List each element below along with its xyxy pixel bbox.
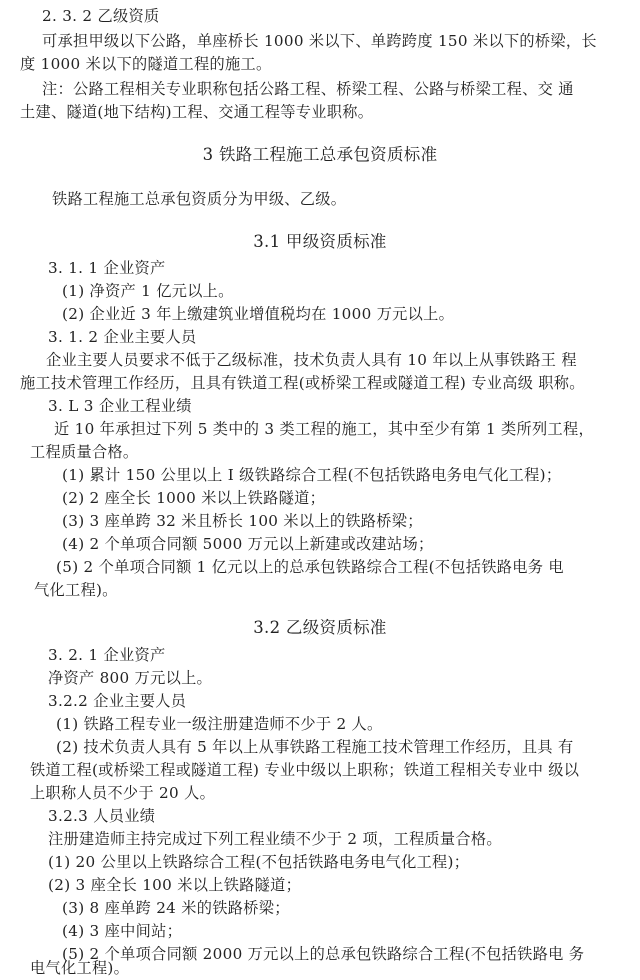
s323-item-5-line-1: (5) 2 个单项合同额 2000 万元以上的总承包铁路综合工程(不包括铁路电 务 xyxy=(62,945,585,963)
s313-item-5-line-2: 气化工程)。 xyxy=(34,581,118,599)
s313-item-2: (2) 2 座全长 1000 米以上铁路隧道； xyxy=(62,489,326,507)
s321-body: 净资产 800 万元以上。 xyxy=(48,669,213,687)
section-3-2-title: 3.2 乙级资质标准 xyxy=(253,618,387,637)
s312-body-line-1: 企业主要人员要求不低于乙级标准，技术负责人具有 10 年以上从事铁路王 程 xyxy=(46,351,577,369)
section-3-1-title: 3.1 甲级资质标准 xyxy=(253,232,387,251)
s311-item-1: (1) 净资产 1 亿元以上。 xyxy=(62,282,234,300)
s322-item-2-line-1: (2) 技术负责人具有 5 年以上从事铁路工程施工技术管理工作经历，且具 有 xyxy=(56,738,574,756)
s313-body-line-2: 工程质量合格。 xyxy=(30,443,139,461)
s323-body: 注册建造师主持完成过下列工程业绩不少于 2 项，工程质量合格。 xyxy=(48,830,502,848)
section-2-3-2-body-line-1: 可承担甲级以下公路，单座桥长 1000 米以下、单跨跨度 150 米以下的桥梁，长 xyxy=(42,32,597,50)
section-3-intro: 铁路工程施工总承包资质分为甲级、乙级。 xyxy=(52,190,347,208)
s323-item-4: (4) 3 座中间站； xyxy=(62,922,183,940)
s323-item-5-line-2: 电气化工程)。 xyxy=(30,959,130,977)
s323-item-1: (1) 20 公里以上铁路综合工程(不包括铁路电务电气化工程)； xyxy=(48,853,470,871)
s311-heading: 3. 1. 1 企业资产 xyxy=(48,259,166,277)
s322-item-2-line-2: 铁道工程(或桥梁工程或隧道工程) 专业中级以上职称；铁道工程相关专业中 级以 xyxy=(30,761,580,779)
s313-item-5-line-1: (5) 2 个单项合同额 1 亿元以上的总承包铁路综合工程(不包括铁路电务 电 xyxy=(56,558,564,576)
note-line-1: 注：公路工程相关专业职称包括公路工程、桥梁工程、公路与桥梁工程、交 通 xyxy=(42,80,574,98)
s322-item-1: (1) 铁路工程专业一级注册建造师不少于 2 人。 xyxy=(56,715,383,733)
s322-item-2-line-3: 上职称人员不少于 20 人。 xyxy=(30,784,216,802)
s313-item-1: (1) 累计 150 公里以上 I 级铁路综合工程(不包括铁路电务电气化工程)； xyxy=(62,466,562,484)
s323-item-2: (2) 3 座全长 100 米以上铁路隧道； xyxy=(48,876,302,894)
section-2-3-2-heading: 2. 3. 2 乙级资质 xyxy=(42,7,160,25)
s322-heading: 3.2.2 企业主要人员 xyxy=(48,692,187,710)
s321-heading: 3. 2. 1 企业资产 xyxy=(48,646,166,664)
s323-item-3: (3) 8 座单跨 24 米的铁路桥梁； xyxy=(62,899,290,917)
s311-item-2: (2) 企业近 3 年上缴建筑业增值税均在 1000 万元以上。 xyxy=(62,305,455,323)
s312-heading: 3. 1. 2 企业主要人员 xyxy=(48,328,197,346)
note-line-2: 土建、隧道(地下结构)工程、交通工程等专业职称。 xyxy=(20,103,374,121)
s313-body-line-1: 近 10 年承担过下列 5 类中的 3 类工程的施工，其中至少有第 1 类所列工程， xyxy=(54,420,594,438)
section-3-title: 3 铁路工程施工总承包资质标准 xyxy=(202,145,438,164)
s323-heading: 3.2.3 人员业绩 xyxy=(48,807,156,825)
s313-item-4: (4) 2 个单项合同额 5000 万元以上新建或改建站场； xyxy=(62,535,434,553)
s312-body-line-2: 施工技术管理工作经历，且具有铁道工程(或桥梁工程或隧道工程) 专业高级 职称。 xyxy=(20,374,585,392)
s313-item-3: (3) 3 座单跨 32 米且桥长 100 米以上的铁路桥梁； xyxy=(62,512,423,530)
section-2-3-2-body-line-2: 度 1000 米以下的隧道工程的施工。 xyxy=(20,55,272,73)
s313-heading: 3. L 3 企业工程业绩 xyxy=(48,397,192,415)
